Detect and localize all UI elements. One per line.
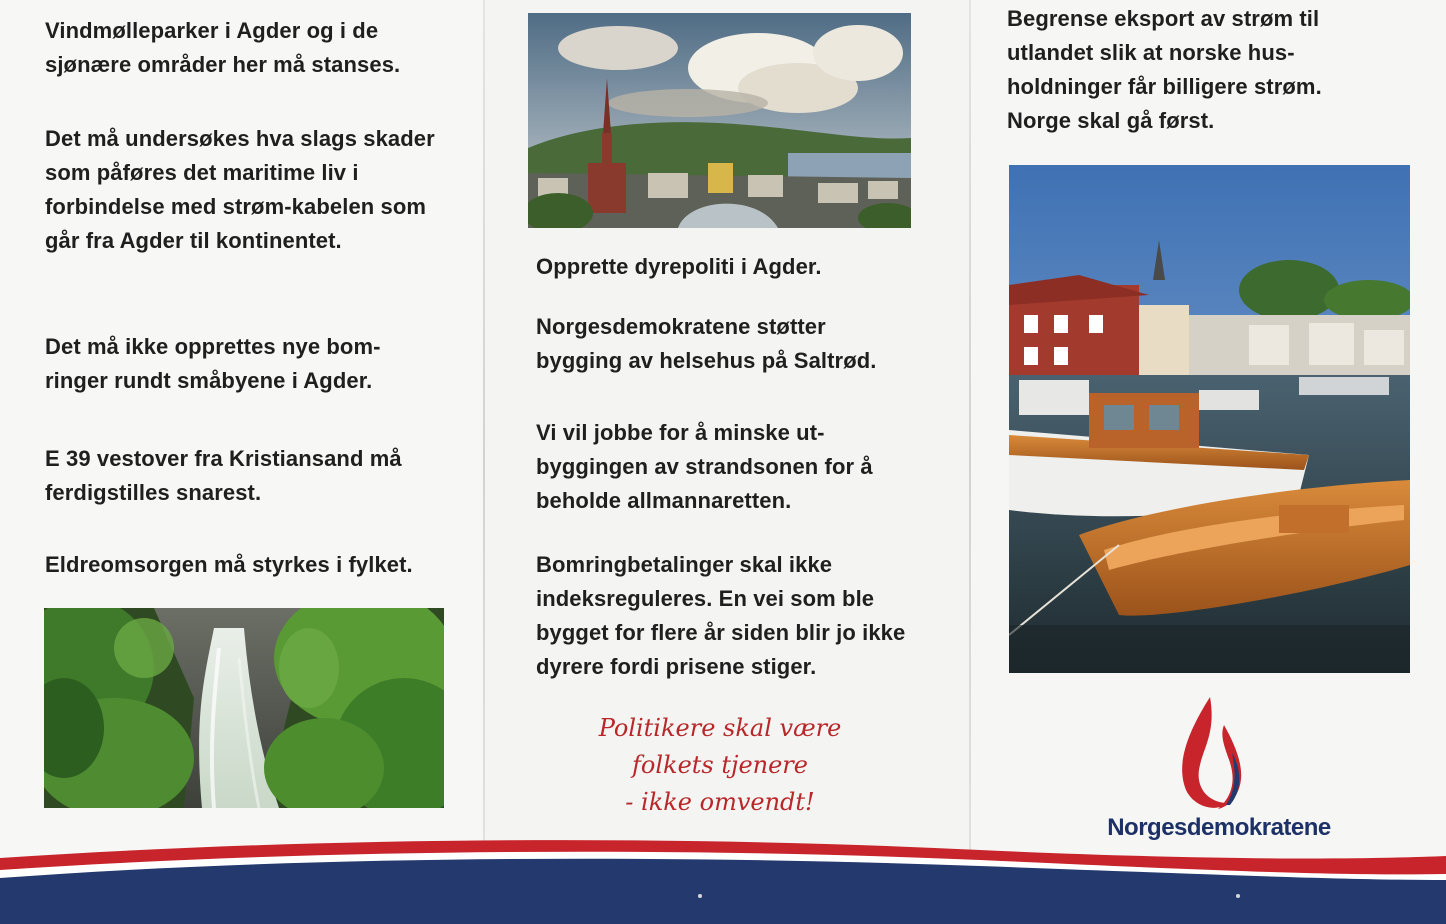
left-paragraph-4: E 39 vestover fra Kristiansand må ferdigstilles snarest. bbox=[45, 446, 402, 505]
harbour-boats-photo bbox=[1009, 165, 1410, 673]
slogan bbox=[560, 710, 880, 821]
wave-banner bbox=[0, 830, 1446, 924]
city-church-photo bbox=[528, 13, 911, 228]
fold-line bbox=[483, 0, 485, 924]
slogan-line-2: folkets tjenere bbox=[632, 751, 808, 779]
middle-paragraph-1: Opprette dyrepoliti i Agder. bbox=[536, 254, 822, 279]
middle-paragraph-2: Norgesdemokratene støtter bygging av helsehus på Saltrød. bbox=[536, 314, 877, 373]
fold-dot bbox=[698, 894, 702, 898]
right-paragraph-1: Begrense eksport av strøm til utlandet slik at norske hus-holdninger får billigere strøm. Norge skal gå først. bbox=[1007, 6, 1322, 133]
left-paragraph-3: Det må ikke opprettes nye bom-ringer rundt småbyene i Agder. bbox=[45, 334, 381, 393]
waterfall-photo bbox=[44, 608, 444, 808]
slogan-line-3: - ikke omvendt! bbox=[625, 788, 815, 816]
left-paragraph-5: Eldreomsorgen må styrkes i fylket. bbox=[45, 552, 413, 577]
flame-logo-icon bbox=[1176, 695, 1252, 813]
left-paragraph-2: Det må undersøkes hva slags skader som påføres det maritime liv i forbindelse med strøm-kabelen som går fra Agder til kontinentet. bbox=[45, 126, 435, 253]
middle-paragraph-3: Vi vil jobbe for å minske ut-byggingen av strandsonen for å beholde allmannaretten. bbox=[536, 420, 873, 513]
brand-name: Norgesdemokratene bbox=[1107, 814, 1331, 841]
slogan-line-1: Politikere skal være bbox=[598, 714, 842, 742]
fold-line bbox=[969, 0, 971, 924]
middle-paragraph-4: Bomringbetalinger skal ikke indeksreguleres. En vei som ble bygget for flere år siden blir jo ikke dyrere fordi prisene stiger. bbox=[536, 552, 906, 679]
left-paragraph-1: Vindmølleparker i Agder og i de sjønære områder her må stanses. bbox=[45, 18, 401, 77]
fold-dot bbox=[1236, 894, 1240, 898]
